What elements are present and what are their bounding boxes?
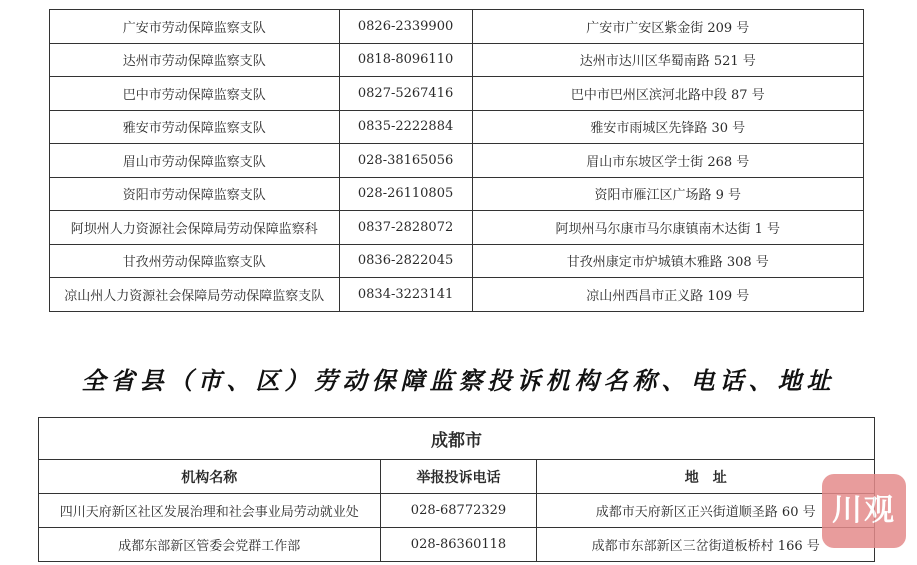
header-row (39, 460, 875, 494)
table-row (39, 528, 875, 562)
agency-name: 四川天府新区社区发展治理和社会事业局劳动就业处 (39, 494, 381, 528)
table-row (50, 110, 864, 144)
address: 眉山市东坡区学士街 268 号 (472, 144, 863, 178)
agency-name: 阿坝州人力资源社会保障局劳动保障监察科 (50, 211, 340, 245)
phone-number: 0836-2822045 (339, 244, 472, 278)
agency-table-top (49, 9, 864, 312)
table-row (50, 77, 864, 111)
agency-table-chengdu (38, 417, 875, 562)
header-phone: 举报投诉电话 (380, 460, 537, 494)
address: 甘孜州康定市炉城镇木雅路 308 号 (472, 244, 863, 278)
header-agency-name: 机构名称 (39, 460, 381, 494)
phone-number: 028-38165056 (339, 144, 472, 178)
agency-name: 凉山州人力资源社会保障局劳动保障监察支队 (50, 278, 340, 312)
chuanguan-logo: 川观 (822, 474, 906, 548)
table-row (39, 494, 875, 528)
address: 雅安市雨城区先锋路 30 号 (472, 110, 863, 144)
agency-name: 眉山市劳动保障监察支队 (50, 144, 340, 178)
phone-number: 0818-8096110 (339, 43, 472, 77)
address: 成都市东部新区三岔街道板桥村 166 号 (537, 528, 875, 562)
agency-name: 广安市劳动保障监察支队 (50, 10, 340, 44)
agency-name: 达州市劳动保障监察支队 (50, 43, 340, 77)
table-row (50, 244, 864, 278)
agency-name: 雅安市劳动保障监察支队 (50, 110, 340, 144)
phone-number: 028-86360118 (380, 528, 537, 562)
table-row (50, 211, 864, 245)
table-row (50, 43, 864, 77)
address: 巴中市巴州区滨河北路中段 87 号 (472, 77, 863, 111)
address: 成都市天府新区正兴街道顺圣路 60 号 (537, 494, 875, 528)
address: 阿坝州马尔康市马尔康镇南木达街 1 号 (472, 211, 863, 245)
table-row (50, 177, 864, 211)
phone-number: 0827-5267416 (339, 77, 472, 111)
header-address: 地 址 (537, 460, 875, 494)
phone-number: 0837-2828072 (339, 211, 472, 245)
agency-name: 资阳市劳动保障监察支队 (50, 177, 340, 211)
address: 广安市广安区紫金街 209 号 (472, 10, 863, 44)
phone-number: 028-26110805 (339, 177, 472, 211)
city-title: 成都市 (39, 418, 875, 460)
phone-number: 0835-2222884 (339, 110, 472, 144)
table-row (50, 278, 864, 312)
agency-name: 成都东部新区管委会党群工作部 (39, 528, 381, 562)
phone-number: 0826-2339900 (339, 10, 472, 44)
agency-name: 巴中市劳动保障监察支队 (50, 77, 340, 111)
address: 资阳市雁江区广场路 9 号 (472, 177, 863, 211)
table-row (50, 10, 864, 44)
address: 凉山州西昌市正义路 109 号 (472, 278, 863, 312)
table-row (50, 144, 864, 178)
section-heading: 全省县（市、区）劳动保障监察投诉机构名称、电话、地址 (81, 366, 836, 395)
agency-name: 甘孜州劳动保障监察支队 (50, 244, 340, 278)
address: 达州市达川区华蜀南路 521 号 (472, 43, 863, 77)
phone-number: 028-68772329 (380, 494, 537, 528)
phone-number: 0834-3223141 (339, 278, 472, 312)
